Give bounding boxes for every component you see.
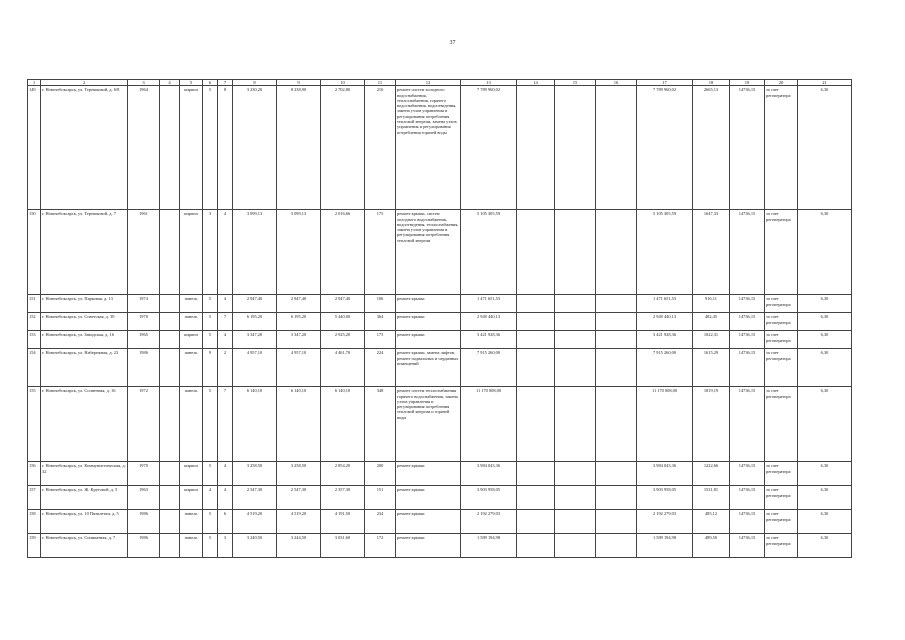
table-cell: 2 949 440,13 bbox=[637, 313, 693, 331]
table-cell: 5 bbox=[203, 313, 218, 331]
table-cell: 5 bbox=[203, 534, 218, 558]
table-cell bbox=[160, 86, 180, 210]
table-cell bbox=[517, 486, 555, 510]
table-cell: 4 bbox=[218, 331, 233, 349]
table-cell: 1964 bbox=[128, 86, 160, 210]
table-cell: 151 bbox=[365, 486, 396, 510]
table-cell: 159 bbox=[28, 534, 41, 558]
table-cell bbox=[596, 86, 637, 210]
table-cell bbox=[160, 486, 180, 510]
table-cell: кирпич bbox=[180, 486, 203, 510]
table-cell: 5 bbox=[203, 462, 218, 486]
table-cell: 153 bbox=[28, 331, 41, 349]
table-cell: 6 195,20 bbox=[233, 313, 277, 331]
table-cell: 175 bbox=[365, 331, 396, 349]
table-cell: 3 bbox=[218, 534, 233, 558]
table-cell: ремонт крыши bbox=[396, 534, 461, 558]
column-number-15: 15 bbox=[555, 80, 596, 86]
table-cell: 6,30 bbox=[798, 387, 852, 462]
table-cell: за счет регоператора bbox=[765, 210, 798, 295]
table-cell: 6,30 bbox=[798, 486, 852, 510]
table-cell: за счет регоператора bbox=[765, 462, 798, 486]
table-cell bbox=[160, 534, 180, 558]
column-number-12: 12 bbox=[396, 80, 461, 86]
table-cell: 6,30 bbox=[798, 210, 852, 295]
table-cell: 4 bbox=[203, 486, 218, 510]
table-cell: 1986 bbox=[128, 349, 160, 387]
column-number-1: 1 bbox=[28, 80, 41, 86]
table-cell bbox=[555, 295, 596, 313]
table-cell: ремонт систем холодного водоснабжения, теплоснабжения, горячего водоснабжения, водоотведения, замена узлов управления и регулирования потребления тепловой энергии, замена узлов управления и регулирования потребления горячей воды bbox=[396, 86, 461, 210]
table-row bbox=[28, 462, 852, 486]
column-number-6: 6 bbox=[203, 80, 218, 86]
table-cell: 11 170 008,00 bbox=[637, 387, 693, 462]
table-cell: 4 461,70 bbox=[321, 349, 365, 387]
table-cell: 7 915 260,00 bbox=[461, 349, 517, 387]
table-cell: 3 244,50 bbox=[277, 534, 321, 558]
table-cell: 106 bbox=[365, 295, 396, 313]
table-cell: г. Новочебоксарск, ул. Терешковой, д. 6/8 bbox=[41, 86, 128, 210]
table-cell: г. Новочебоксарск, ул. Заводская, д. 16 bbox=[41, 331, 128, 349]
table-cell: 154 bbox=[28, 349, 41, 387]
table-cell bbox=[160, 313, 180, 331]
table-cell: 1970 bbox=[128, 313, 160, 331]
table-cell: 2 947,40 bbox=[277, 295, 321, 313]
table-cell: 151 bbox=[28, 295, 41, 313]
table-cell bbox=[555, 313, 596, 331]
table-cell: 2 192 279,03 bbox=[637, 510, 693, 534]
column-number-19: 19 bbox=[730, 80, 765, 86]
table-cell: 1615,29 bbox=[693, 349, 730, 387]
table-cell: панель bbox=[180, 349, 203, 387]
table-cell bbox=[596, 486, 637, 510]
table-cell: 4 519,20 bbox=[233, 510, 277, 534]
table-cell bbox=[517, 387, 555, 462]
table-cell: 9 bbox=[203, 349, 218, 387]
table-row bbox=[28, 86, 852, 210]
table-cell: ремонт крыши, замена лифтов, ремонт подвальных и чердачных помещений bbox=[396, 349, 461, 387]
table-cell: кирпич bbox=[180, 462, 203, 486]
table-cell: 152 bbox=[28, 313, 41, 331]
table-cell: 6 140,10 bbox=[277, 387, 321, 462]
table-cell: 11 170 008,00 bbox=[461, 387, 517, 462]
table-cell bbox=[555, 486, 596, 510]
table-cell: 5 bbox=[203, 86, 218, 210]
table-cell: 485,12 bbox=[693, 510, 730, 534]
column-number-11: 11 bbox=[365, 80, 396, 86]
table-cell: ремонт крыши bbox=[396, 313, 461, 331]
column-number-9: 9 bbox=[277, 80, 321, 86]
column-number-3: 3 bbox=[128, 80, 160, 86]
column-number-14: 14 bbox=[517, 80, 555, 86]
table-cell: 4 957,10 bbox=[277, 349, 321, 387]
table-cell: ремонт крыши bbox=[396, 510, 461, 534]
table-cell: 5 440,00 bbox=[321, 313, 365, 331]
column-number-18: 18 bbox=[693, 80, 730, 86]
table-cell: 3 099,13 bbox=[277, 210, 321, 295]
table-cell bbox=[555, 387, 596, 462]
column-number-20: 20 bbox=[765, 80, 798, 86]
table-cell: 2 925,20 bbox=[321, 331, 365, 349]
table-cell: 6,30 bbox=[798, 510, 852, 534]
table-cell: 1961 bbox=[128, 210, 160, 295]
table-cell: ремонт крыши bbox=[396, 331, 461, 349]
table-cell: за счет регоператора bbox=[765, 534, 798, 558]
table-cell: 2 547,30 bbox=[277, 486, 321, 510]
table-cell: кирпич bbox=[180, 210, 203, 295]
table-row bbox=[28, 295, 852, 313]
table-cell: 1986 bbox=[128, 510, 160, 534]
table-cell: 14736,15 bbox=[730, 486, 765, 510]
table-cell: 6,30 bbox=[798, 331, 852, 349]
column-number-17: 17 bbox=[637, 80, 693, 86]
table-cell: 5 105 305,59 bbox=[637, 210, 693, 295]
table-cell: 234 bbox=[365, 510, 396, 534]
table-cell: 6,30 bbox=[798, 534, 852, 558]
table-cell bbox=[596, 534, 637, 558]
table-cell bbox=[596, 349, 637, 387]
table-cell: за счет регоператора bbox=[765, 295, 798, 313]
column-number-21: 21 bbox=[798, 80, 852, 86]
table-row bbox=[28, 486, 852, 510]
table-cell: 5 bbox=[203, 510, 218, 534]
table-cell: г. Новочебоксарск, ул. Силикатная, д. 7 bbox=[41, 534, 128, 558]
table-cell: 3 984 043,36 bbox=[637, 462, 693, 486]
table-cell: панель bbox=[180, 510, 203, 534]
table-cell: 7 bbox=[218, 387, 233, 462]
table-cell: 3 240,50 bbox=[233, 534, 277, 558]
table-cell: 6,30 bbox=[798, 349, 852, 387]
column-number-13: 13 bbox=[461, 80, 517, 86]
table-cell: за счет регоператора bbox=[765, 86, 798, 210]
table-row bbox=[28, 349, 852, 387]
table-cell: 6 140,10 bbox=[321, 387, 365, 462]
table-cell: 7 bbox=[218, 313, 233, 331]
table-row bbox=[28, 313, 852, 331]
table-cell: 14736,15 bbox=[730, 313, 765, 331]
table-cell: 3 031,60 bbox=[321, 534, 365, 558]
table-cell: 8 bbox=[218, 86, 233, 210]
table-cell: 1531,81 bbox=[693, 486, 730, 510]
table-cell: 6 140,10 bbox=[233, 387, 277, 462]
table-cell: г. Новочебоксарск, ул. 10 Пятилетки, д. 5 bbox=[41, 510, 128, 534]
table-cell: 348 bbox=[365, 387, 396, 462]
table-cell bbox=[517, 534, 555, 558]
table-cell: 14736,15 bbox=[730, 387, 765, 462]
table-cell: 4 bbox=[218, 295, 233, 313]
table-cell: 1974 bbox=[128, 295, 160, 313]
table-cell bbox=[160, 510, 180, 534]
column-number-10: 10 bbox=[321, 80, 365, 86]
table-cell: г. Новочебоксарск, ул. Коммунистическая, д. 32 bbox=[41, 462, 128, 486]
table-cell: 3 984 043,36 bbox=[461, 462, 517, 486]
table-cell: 5 bbox=[203, 295, 218, 313]
table-cell: 6 195,20 bbox=[277, 313, 321, 331]
table-cell: г. Новочебоксарск, ул. Терешковой, д. 7 bbox=[41, 210, 128, 295]
table-cell: 3 258,50 bbox=[277, 462, 321, 486]
table-cell: 2 854,20 bbox=[321, 462, 365, 486]
table-cell: 1819,19 bbox=[693, 387, 730, 462]
table-cell: 14736,15 bbox=[730, 349, 765, 387]
table-cell: 1965 bbox=[128, 331, 160, 349]
table-cell: кирпич bbox=[180, 331, 203, 349]
table-cell: 2 702,80 bbox=[321, 86, 365, 210]
table-cell: 3 903 958,05 bbox=[461, 486, 517, 510]
table-cell: 482,45 bbox=[693, 313, 730, 331]
table-cell: ремонт крыши bbox=[396, 295, 461, 313]
table-cell: 6,30 bbox=[798, 313, 852, 331]
table-cell: 150 bbox=[28, 210, 41, 295]
table-cell: 7 789 960,02 bbox=[461, 86, 517, 210]
page-number: 37 bbox=[449, 40, 456, 46]
table-row bbox=[28, 387, 852, 462]
table-cell: 3 230,20 bbox=[233, 86, 277, 210]
table-cell bbox=[555, 534, 596, 558]
table-cell bbox=[517, 349, 555, 387]
table-cell: 2 192 279,03 bbox=[461, 510, 517, 534]
table-cell: 3 347,20 bbox=[233, 331, 277, 349]
table-cell: 7 789 960,02 bbox=[637, 86, 693, 210]
table-cell: панель bbox=[180, 534, 203, 558]
table-cell: 3 099,13 bbox=[233, 210, 277, 295]
table-cell: 149 bbox=[28, 86, 41, 210]
table-cell: 2 016,66 bbox=[321, 210, 365, 295]
table-cell bbox=[517, 331, 555, 349]
table-cell: 14736,15 bbox=[730, 534, 765, 558]
table-cell: 1 589 194,98 bbox=[637, 534, 693, 558]
table-cell bbox=[555, 510, 596, 534]
table-cell: 6,30 bbox=[798, 462, 852, 486]
table-cell: 1972 bbox=[128, 387, 160, 462]
table-cell: за счет регоператора bbox=[765, 486, 798, 510]
table-cell: 2 947,40 bbox=[321, 295, 365, 313]
table-cell: г. Новочебоксарск, ул. Советская, д. 39 bbox=[41, 313, 128, 331]
table-row bbox=[28, 331, 852, 349]
table-cell: кирпич bbox=[180, 86, 203, 210]
table-cell bbox=[596, 210, 637, 295]
table-cell bbox=[555, 86, 596, 210]
table-cell: 14736,15 bbox=[730, 86, 765, 210]
register-table bbox=[27, 79, 852, 558]
table-cell: 1222,66 bbox=[693, 462, 730, 486]
table-cell: за счет регоператора bbox=[765, 331, 798, 349]
table-cell: 2 949 440,13 bbox=[461, 313, 517, 331]
table-cell bbox=[596, 510, 637, 534]
table-cell: г. Новочебоксарск, ул. Парковая, д. 13 bbox=[41, 295, 128, 313]
table-cell bbox=[517, 86, 555, 210]
table-cell: 4 bbox=[218, 210, 233, 295]
table-cell: 224 bbox=[365, 349, 396, 387]
table-cell: 5 bbox=[203, 331, 218, 349]
table-cell: 3 903 958,05 bbox=[637, 486, 693, 510]
table-cell: панель bbox=[180, 295, 203, 313]
table-cell: 3 347,20 bbox=[277, 331, 321, 349]
table-cell bbox=[555, 462, 596, 486]
table-cell: 5 105 305,59 bbox=[461, 210, 517, 295]
table-cell: 1022,31 bbox=[693, 331, 730, 349]
table-cell: 8 238,90 bbox=[277, 86, 321, 210]
table-cell: 14736,15 bbox=[730, 210, 765, 295]
table-cell: 1970 bbox=[128, 462, 160, 486]
table-cell: 4 191,50 bbox=[321, 510, 365, 534]
table-cell: ремонт крыши bbox=[396, 462, 461, 486]
table-cell: панель bbox=[180, 387, 203, 462]
table-cell: 7 915 260,00 bbox=[637, 349, 693, 387]
table-cell: 1 471 651,53 bbox=[461, 295, 517, 313]
table-cell: 14736,15 bbox=[730, 331, 765, 349]
table-cell: г. Новочебоксарск, ул. Набережная, д. 23 bbox=[41, 349, 128, 387]
table-cell: 14736,15 bbox=[730, 462, 765, 486]
table-cell: 2665,13 bbox=[693, 86, 730, 210]
table-cell: 3 421 928,36 bbox=[637, 331, 693, 349]
table-cell bbox=[596, 387, 637, 462]
table-cell: 1 471 651,53 bbox=[637, 295, 693, 313]
table-cell: 175 bbox=[365, 210, 396, 295]
table-cell: за счет регоператора bbox=[765, 313, 798, 331]
table-cell bbox=[555, 210, 596, 295]
column-number-2: 2 bbox=[41, 80, 128, 86]
table-cell: 1963 bbox=[128, 486, 160, 510]
table-cell bbox=[517, 510, 555, 534]
table-cell: 6 bbox=[218, 510, 233, 534]
table-cell bbox=[517, 462, 555, 486]
table-cell: 2 bbox=[218, 349, 233, 387]
table-cell: 157 bbox=[28, 486, 41, 510]
table-cell: за счет регоператора bbox=[765, 349, 798, 387]
column-number-7: 7 bbox=[218, 80, 233, 86]
table-cell: 1 589 194,98 bbox=[461, 534, 517, 558]
table-cell: 14736,15 bbox=[730, 510, 765, 534]
table-cell: за счет регоператора bbox=[765, 387, 798, 462]
table-cell bbox=[596, 313, 637, 331]
table-cell bbox=[596, 331, 637, 349]
table-cell bbox=[160, 295, 180, 313]
table-cell bbox=[160, 331, 180, 349]
table-cell bbox=[596, 295, 637, 313]
table-cell bbox=[160, 210, 180, 295]
table-cell: 3 bbox=[203, 210, 218, 295]
table-cell: 156 bbox=[28, 462, 41, 486]
table-cell bbox=[555, 349, 596, 387]
table-cell bbox=[517, 313, 555, 331]
table-cell: 6,30 bbox=[798, 295, 852, 313]
table-cell: 158 bbox=[28, 510, 41, 534]
table-cell: 1647,33 bbox=[693, 210, 730, 295]
table-cell: панель bbox=[180, 313, 203, 331]
table-cell: 2 357,30 bbox=[321, 486, 365, 510]
table-cell: 916,11 bbox=[693, 295, 730, 313]
table-cell: 172 bbox=[365, 534, 396, 558]
column-number-4: 4 bbox=[160, 80, 180, 86]
table-cell: 3 421 928,36 bbox=[461, 331, 517, 349]
table-row bbox=[28, 510, 852, 534]
table-row bbox=[28, 534, 852, 558]
table-cell: 200 bbox=[365, 462, 396, 486]
table-cell: г. Новочебоксарск, ул. Ж. Крутовой, д. 5 bbox=[41, 486, 128, 510]
table-cell bbox=[517, 210, 555, 295]
table-cell: 216 bbox=[365, 86, 396, 210]
table-cell: 2 947,40 bbox=[233, 295, 277, 313]
table-cell: 364 bbox=[365, 313, 396, 331]
table-cell: 14736,15 bbox=[730, 295, 765, 313]
table-cell bbox=[160, 462, 180, 486]
table-cell bbox=[160, 387, 180, 462]
table-cell: ремонт крыши bbox=[396, 486, 461, 510]
table-cell: 1986 bbox=[128, 534, 160, 558]
table-cell: 6,30 bbox=[798, 86, 852, 210]
table-row bbox=[28, 210, 852, 295]
table-cell: 2 547,30 bbox=[233, 486, 277, 510]
table-cell: г. Новочебоксарск, ул. Солнечная, д. 16 bbox=[41, 387, 128, 462]
table-cell: за счет регоператора bbox=[765, 510, 798, 534]
table-cell: 5 bbox=[203, 387, 218, 462]
table-cell bbox=[160, 349, 180, 387]
column-number-5: 5 bbox=[180, 80, 203, 86]
table-cell bbox=[596, 462, 637, 486]
table-cell: 489,50 bbox=[693, 534, 730, 558]
table-cell: ремонт систем теплоснабжения горячего водоснабжения, замена узлов управления и регулирования потребления тепловой энергии и горячей воды bbox=[396, 387, 461, 462]
column-number-8: 8 bbox=[233, 80, 277, 86]
table-cell bbox=[555, 331, 596, 349]
table-cell: 3 258,50 bbox=[233, 462, 277, 486]
table-cell: ремонт крыши, систем холодного водоснабжения, водоотведения, теплоснабжения, замена узлов управления и регулирования потребления тепловой энергии bbox=[396, 210, 461, 295]
table-cell bbox=[517, 295, 555, 313]
table-cell: 4 957,10 bbox=[233, 349, 277, 387]
table-cell: 4 519,20 bbox=[277, 510, 321, 534]
column-number-16: 16 bbox=[596, 80, 637, 86]
table-cell: 4 bbox=[218, 462, 233, 486]
table-cell: 4 bbox=[218, 486, 233, 510]
table-cell: 155 bbox=[28, 387, 41, 462]
